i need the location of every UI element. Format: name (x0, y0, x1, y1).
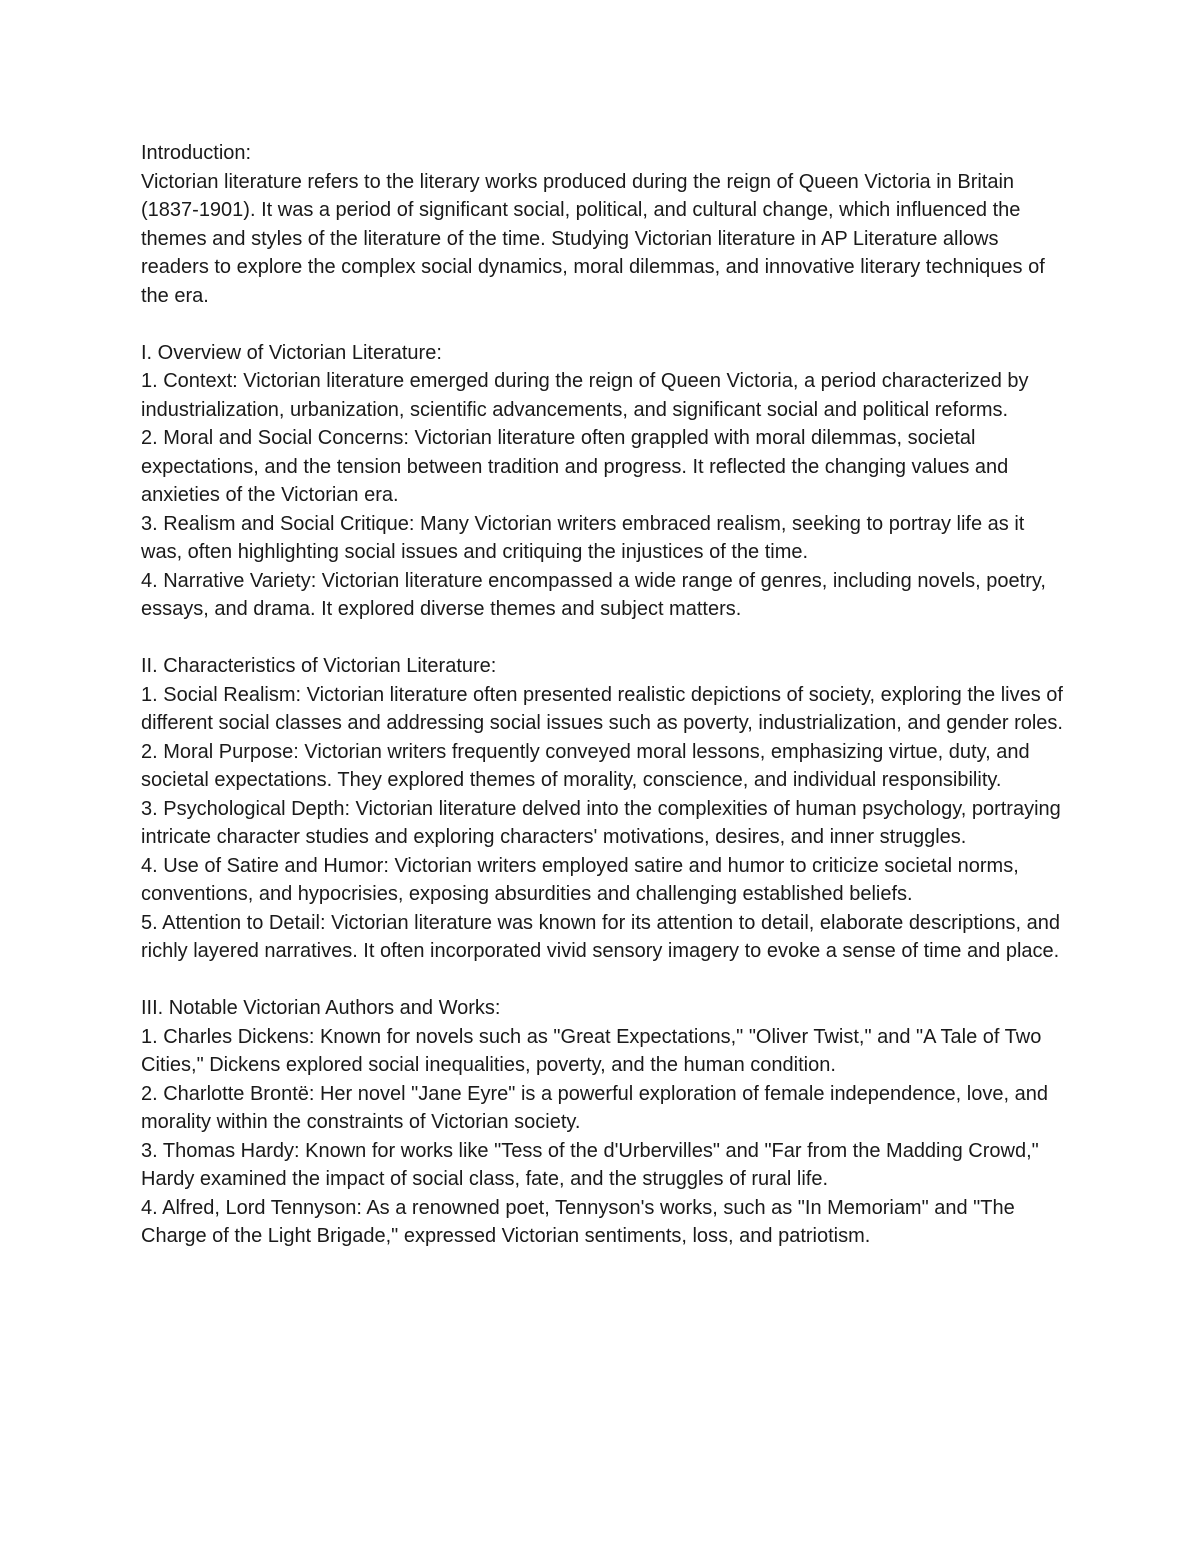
list-item: 2. Charlotte Brontë: Her novel "Jane Eyre" is a powerful exploration of female independence, love, and morality within the constraints of Victorian society. (141, 1082, 1054, 1133)
document-body (141, 139, 1069, 1251)
paragraph-spacer (141, 966, 1066, 995)
list-item: 3. Psychological Depth: Victorian literature delved into the complexities of human psychology, portraying intricate character studies and exploring characters' motivations, desires, and inner struggles. (141, 797, 1067, 848)
section-heading-overview: I. Overview of Victorian Literature: (141, 341, 442, 364)
list-item: 4. Alfred, Lord Tennyson: As a renowned poet, Tennyson's works, such as "In Memoriam" and "The Charge of the Light Brigade," expressed Victorian sentiments, loss, and patriotism. (141, 1196, 1021, 1247)
list-item: 2. Moral and Social Concerns: Victorian literature often grappled with moral dilemmas, societal expectations, and the tension between tradition and progress. It reflected the changing values and anxieties of the Victorian era. (141, 427, 1014, 506)
list-item: 1. Charles Dickens: Known for novels such as "Great Expectations," "Oliver Twist," and "A Tale of Two Cities," Dickens explored social inequalities, poverty, and the human condition. (141, 1025, 1047, 1076)
intro-paragraph: Victorian literature refers to the literary works produced during the reign of Queen Victoria in Britain (1837-1901). It was a period of significant social, political, and cultural change, which influenced the themes and styles of the literature of the time. Studying Victorian literature in AP Literature allows readers to explore the complex social dynamics, moral dilemmas, and innovative literary techniques of the era. (141, 170, 1051, 307)
section-heading-characteristics: II. Characteristics of Victorian Literature: (141, 655, 497, 677)
list-item: 4. Use of Satire and Humor: Victorian writers employed satire and humor to criticize societal norms, conventions, and hypocrisies, exposing absurdities and challenging established beliefs. (141, 854, 1025, 905)
list-item: 3. Realism and Social Critique: Many Victorian writers embraced realism, seeking to portray life as it was, often highlighting social issues and critiquing the injustices of the time. (141, 512, 1030, 563)
list-item: 1. Social Realism: Victorian literature often presented realistic depictions of society, exploring the lives of different social classes and addressing social issues such as poverty, industrialization, and gender roles. (141, 683, 1069, 734)
intro-heading: Introduction: (141, 142, 252, 164)
list-item: 4. Narrative Variety: Victorian literature encompassed a wide range of genres, including novels, poetry, essays, and drama. It explored diverse themes and subject matters. (141, 569, 1052, 620)
list-item: 1. Context: Victorian literature emerged during the reign of Queen Victoria, a period characterized by industrialization, urbanization, scientific advancements, and significant social and political reforms. (141, 370, 1035, 421)
list-item: 5. Attention to Detail: Victorian literature was known for its attention to detail, elaborate descriptions, and richly layered narratives. It often incorporated vivid sensory imagery to evoke a sense of time and place. (141, 911, 1066, 962)
section-heading-authors: III. Notable Victorian Authors and Works: (141, 997, 501, 1019)
list-item: 2. Moral Purpose: Victorian writers frequently conveyed moral lessons, emphasizing virtue, duty, and societal expectations. They explored themes of morality, conscience, and individual responsibility. (141, 740, 1036, 791)
list-item: 3. Thomas Hardy: Known for works like "Tess of the d'Urbervilles" and "Far from the Madding Crowd," Hardy examined the impact of social class, fate, and the struggles of rural life. (141, 1139, 1045, 1190)
paragraph-spacer (141, 310, 1066, 339)
paragraph-spacer (141, 624, 1066, 653)
